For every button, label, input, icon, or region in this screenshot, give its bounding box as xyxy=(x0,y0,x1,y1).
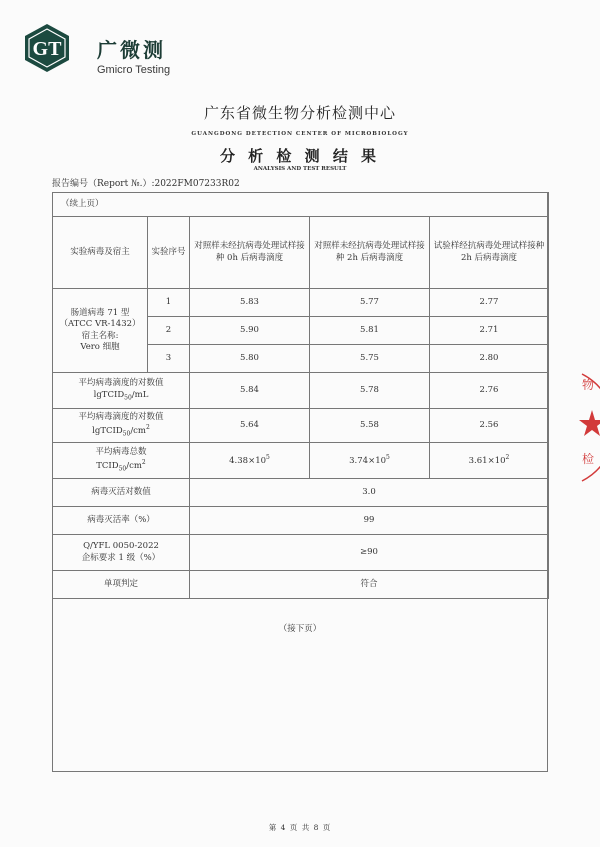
row-seq: 1 xyxy=(148,289,190,317)
company-logo xyxy=(21,22,171,78)
row-c3: 2.80 xyxy=(430,345,549,373)
report-number-value: 2022FM07233R02 xyxy=(154,179,240,189)
total-label xyxy=(53,443,190,479)
result-title-cn: 分 析 检 测 结 果 xyxy=(219,147,381,165)
row-c3: 2.71 xyxy=(430,317,549,345)
table-row xyxy=(53,409,549,443)
table-row xyxy=(53,535,549,571)
logo-mark: GT xyxy=(32,38,62,60)
row-c1: 5.90 xyxy=(190,317,310,345)
standard-label2: 企标要求 1 级（%） xyxy=(81,552,161,563)
row-seq: 3 xyxy=(148,345,190,373)
table-row xyxy=(53,289,549,317)
judgement-value: 符合 xyxy=(190,571,549,599)
header-col1: 对照样未经抗病毒处理试样接种 0h 后病毒滴度 xyxy=(190,217,310,289)
virus-line4: Vero 细胞 xyxy=(80,341,120,352)
report-number-label: 报告编号（Report №.）: xyxy=(52,179,155,189)
header-col2: 对照样未经抗病毒处理试样接种 2h 后病毒滴度 xyxy=(310,217,430,289)
logo-english-name: Gmicro Testing xyxy=(97,64,171,76)
total-label1: 平均病毒总数 xyxy=(95,447,147,458)
virus-line3: 宿主名称: xyxy=(81,330,119,341)
inactivation-rate-value: 99 xyxy=(190,507,549,535)
avg-ml-label1: 平均病毒滴度的对数值 xyxy=(78,378,164,389)
header-col3: 试验样经抗病毒处理试样接种 2h 后病毒滴度 xyxy=(430,217,549,289)
results-table xyxy=(52,192,549,599)
avg-cm-c3: 2.56 xyxy=(430,409,549,443)
logo-chinese-name: 广微测 xyxy=(97,38,166,62)
log-reduction-value: 3.0 xyxy=(190,479,549,507)
avg-cm-label2: $lgTCID_{50}/cm^2$ xyxy=(92,423,150,438)
avg-ml-label2: lgTCID$_{50}$/mL xyxy=(93,389,149,402)
table-row xyxy=(53,443,549,479)
standard-value: ≥90 xyxy=(190,535,549,571)
avg-ml-label xyxy=(53,373,190,409)
row-c1: 5.83 xyxy=(190,289,310,317)
virus-line2: （ATCC VR-1432） xyxy=(59,319,141,330)
total-c3: $3.61\times 10^2$ xyxy=(430,443,549,479)
header-virus-host: 实验病毒及宿主 xyxy=(53,217,148,289)
row-c2: 5.77 xyxy=(310,289,430,317)
standard-label1: Q/YFL 0050-2022 xyxy=(83,541,159,552)
virus-line1: 肠道病毒 71 型 xyxy=(70,307,130,318)
judgement-label: 单项判定 xyxy=(53,571,190,599)
avg-cm-c1: 5.64 xyxy=(190,409,310,443)
virus-host-cell xyxy=(53,289,148,373)
table-row xyxy=(53,507,549,535)
table-row xyxy=(53,479,549,507)
logo-hexagon-icon xyxy=(21,22,73,74)
standard-label xyxy=(53,535,190,571)
seal-text-bottom: 检 xyxy=(582,452,595,466)
continued-next: （接下页） xyxy=(278,624,322,634)
seal-stamp xyxy=(574,370,600,485)
table-row xyxy=(53,373,549,409)
avg-ml-c2: 5.78 xyxy=(310,373,430,409)
report-number xyxy=(52,176,240,189)
inactivation-rate-label: 病毒灭活率（%） xyxy=(53,507,190,535)
log-reduction-label: 病毒灭活对数值 xyxy=(53,479,190,507)
avg-cm-label xyxy=(53,409,190,443)
row-c2: 5.75 xyxy=(310,345,430,373)
row-c2: 5.81 xyxy=(310,317,430,345)
center-title-cn: 广东省微生物分析检测中心 xyxy=(203,104,396,122)
center-title-en: GUANGDONG DETECTION CENTER OF MICROBIOLOGY xyxy=(191,131,409,137)
table-row xyxy=(53,193,549,217)
header-seq: 实验序号 xyxy=(148,217,190,289)
avg-ml-c3: 2.76 xyxy=(430,373,549,409)
total-c2: $3.74\times 10^5$ xyxy=(310,443,430,479)
total-c1: $4.38\times 10^5$ xyxy=(190,443,310,479)
header-row xyxy=(53,217,549,289)
row-c1: 5.80 xyxy=(190,345,310,373)
continued-label: （续上页） xyxy=(53,193,549,217)
avg-cm-label1: 平均病毒滴度的对数值 xyxy=(78,412,164,423)
row-c3: 2.77 xyxy=(430,289,549,317)
total-label2: $TCID_{50}/cm^2$ xyxy=(96,458,146,473)
row-seq: 2 xyxy=(148,317,190,345)
avg-ml-c1: 5.84 xyxy=(190,373,310,409)
page-number: 第 4 页 共 8 页 xyxy=(268,823,332,832)
seal-text-top: 物 xyxy=(582,378,595,392)
result-title-en: ANALYSIS AND TEST RESULT xyxy=(253,166,347,172)
table-row xyxy=(53,571,549,599)
avg-cm-c2: 5.58 xyxy=(310,409,430,443)
